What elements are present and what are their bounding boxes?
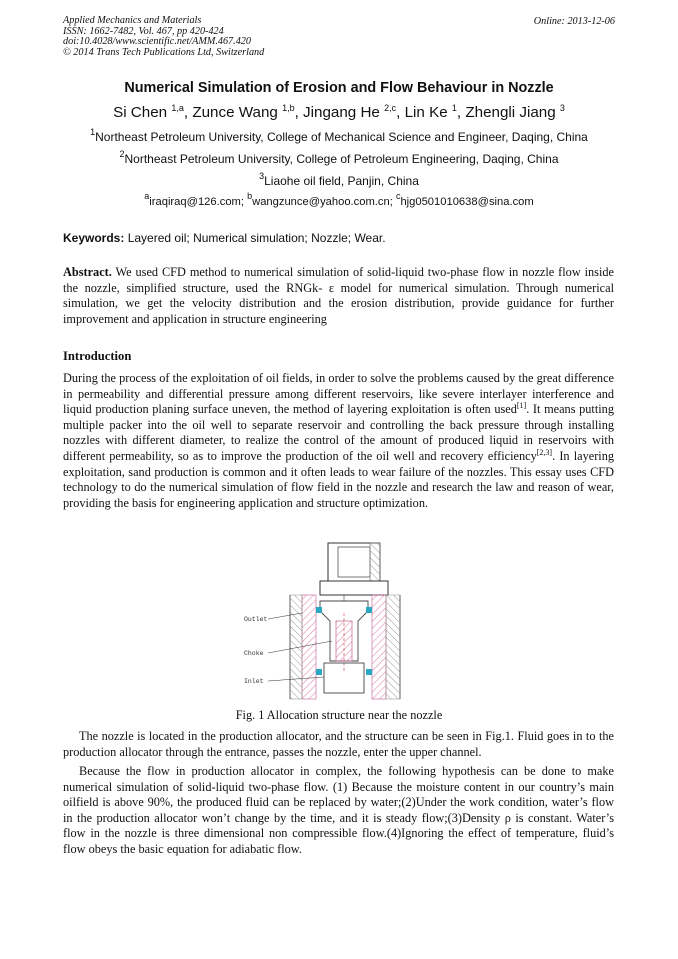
affil-text: Northeast Petroleum University, College of Mechanical Science and Engineer, Daqing, China	[95, 130, 588, 144]
author: Si Chen	[113, 104, 172, 121]
connector-shoulder	[320, 581, 388, 595]
figure-caption: Fig. 1 Allocation structure near the nozzle	[235, 708, 443, 722]
email: wangzunce@yahoo.com.cn;	[252, 196, 396, 208]
affil-sup: 3	[259, 171, 265, 181]
affil-text: Liaohe oil field, Panjin, China	[264, 174, 419, 188]
email: hjg0501010638@sina.com	[400, 196, 534, 208]
paper-title: Numerical Simulation of Erosion and Flow Behaviour in Nozzle	[124, 80, 554, 96]
email-sup: c	[395, 191, 401, 201]
affil-sup: 2	[119, 149, 125, 159]
intro-paragraph	[63, 371, 614, 511]
abstract-text: We used CFD method to numerical simulation of solid-liquid two-phase flow in nozzle flow inside the nozzle, simplified structure, used the RNGk- ε model for numerical simulation. Through numerical simulation, we get the velocity distribution and the erosion distribution, provide guidance for further improvement and application in structure engineering	[63, 265, 614, 326]
affil-text: Northeast Petroleum University, College of Petroleum Engineering, Daqing, China	[124, 152, 559, 166]
right-outer-hatch	[386, 595, 400, 699]
journal-meta	[63, 16, 264, 58]
affil-sup: 1	[90, 127, 96, 137]
online-date: Online: 2013-12-06	[533, 16, 615, 27]
author-sup: 1,a	[171, 103, 184, 113]
abstract-label: Abstract.	[63, 265, 112, 279]
email: iraqiraq@126.com;	[149, 196, 248, 208]
citation: [2,3]	[536, 447, 553, 457]
intro-text: During the process of the exploitation of oil fields, in order to solve the problems caused by the great difference in permeability and differential pressure among different reservoirs, like severe interlayer interference and liquid production planing surface uneven, the method of layering exploitation is often used	[63, 371, 614, 417]
connector-bore	[338, 547, 370, 577]
nozzle-structure-figure	[240, 541, 446, 701]
connector-wall	[370, 543, 380, 581]
keywords	[63, 231, 386, 245]
journal-name: Applied Mechanics and Materials	[63, 15, 202, 26]
author-sup: 1,b	[282, 103, 295, 113]
author: Zhengli Jiang	[465, 104, 560, 121]
intro-text: . It means putting multiple packer into the oil well to separate reservoir and controlling the back pressure through installing nozzles with different diameter, to realize the control of the amount of produced liquid in reservoirs with different permeability, so as to improve the production of the oil well and recovery efficiency	[63, 402, 614, 463]
seal	[366, 607, 372, 613]
author: Zunce Wang	[192, 104, 283, 121]
seal	[316, 669, 322, 675]
label-choke: Choke	[244, 650, 264, 657]
body-paragraph-2: Because the flow in production allocator in complex, the following hypothesis can be done to make numerical simulation of solid-liquid two-phase flow. (1) Because the moisture content in our country’s main oilfield is above 90%, the produced fluid can be replaced by water;(2)Under the work condition, water’s flow in the production allocator won’t change by the time, and it is steady flow;(3)Density ρ is constant. Water’s flow in the nozzle is three dimensional non compressible flow.(4)Ignoring the effect of temperature, fluid’s flow obeys the basic equation for adiabatic flow.	[63, 764, 614, 856]
doi: doi:10.4028/www.scientific.net/AMM.467.420	[63, 36, 251, 48]
seal	[366, 669, 372, 675]
label-inlet: Inlet	[244, 678, 264, 685]
author-list	[0, 104, 678, 121]
section-heading-introduction: Introduction	[63, 349, 132, 363]
copyright: © 2014 Trans Tech Publications Ltd, Switzerland	[63, 46, 265, 58]
author-sep: ,	[396, 104, 405, 121]
affiliation-3	[0, 171, 678, 188]
keywords-text: Layered oil; Numerical simulation; Nozzle; Wear.	[124, 231, 386, 245]
author-sep: ,	[294, 104, 304, 121]
author-sup: 2,c	[384, 103, 397, 113]
seal	[316, 607, 322, 613]
author-sup: 1	[451, 103, 457, 113]
affiliation-1	[0, 127, 678, 144]
citation: [1]	[516, 401, 527, 411]
right-wall-hatch	[372, 595, 386, 699]
intro-text: . In layering exploitation, sand production is common and it often leads to wear failure of the nozzles. This essay uses CFD technology to do the numerical simulation of flow field in the nozzle and research the law and reason of wear, providing the basis for engineering application and structure optimization.	[63, 448, 614, 510]
abstract	[63, 265, 614, 327]
left-wall-hatch	[302, 595, 316, 699]
label-outlet: Outlet	[244, 616, 268, 623]
lower-chamber	[324, 663, 364, 693]
author: Jingang He	[303, 104, 385, 121]
affiliation-2	[0, 149, 678, 166]
email-sup: a	[144, 191, 150, 201]
body-paragraph-1: The nozzle is located in the production allocator, and the structure can be seen in Fig.1. Fluid goes in to the production allocator through the entrance, passes the nozzle, enter the upper channel.	[63, 729, 614, 759]
author-sep: ,	[456, 104, 466, 121]
issn: ISSN: 1662-7482, Vol. 467, pp 420-424	[63, 25, 224, 37]
keywords-label: Keywords:	[63, 231, 125, 245]
author: Lin Ke	[404, 104, 452, 121]
email-line	[0, 191, 678, 208]
author-sep: ,	[183, 104, 193, 121]
author-sup: 3	[559, 103, 565, 113]
email-sup: b	[247, 191, 253, 201]
